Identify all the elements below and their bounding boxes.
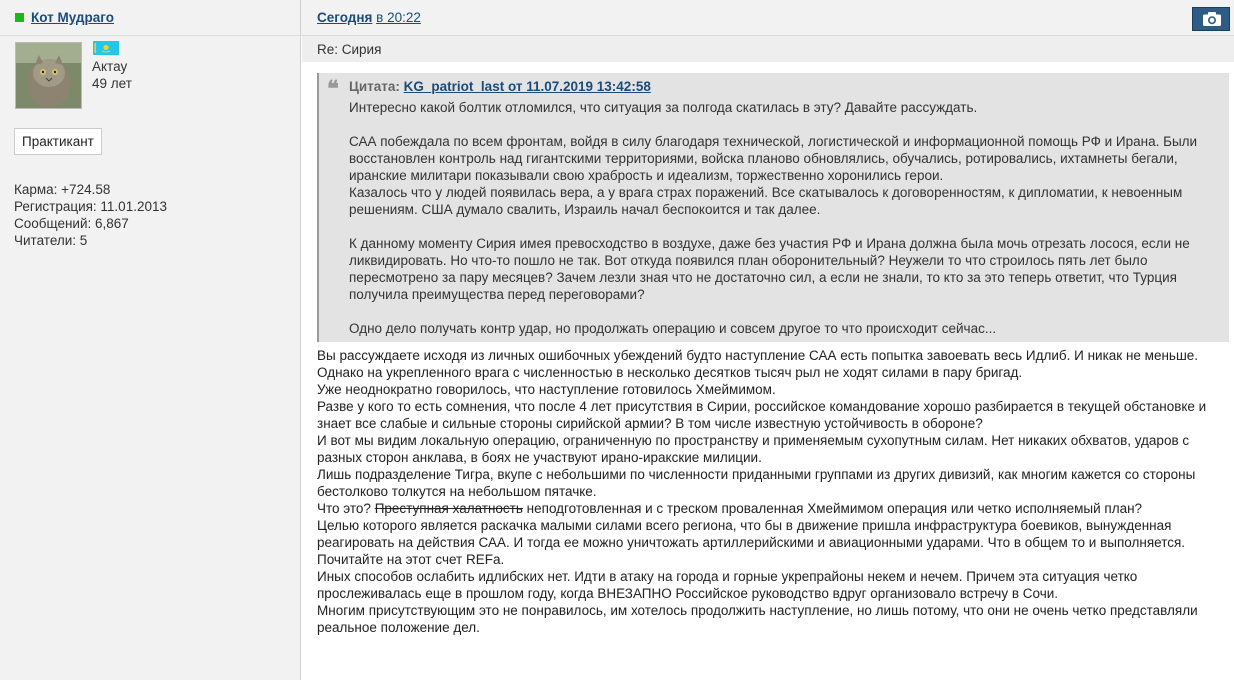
body-paragraph: Целью которого является раскачка малыми силами всего региона, что бы в движение пришла инфраструктура боевиков, вынужденная реагировать на действия САА. И тогда ее можно уничтожать артиллерийскими и авиационными ударами. Что в общем то и выполняется. xyxy=(317,518,1186,550)
post-datetime xyxy=(317,10,421,25)
struck-text: Преступная халатность xyxy=(374,501,523,516)
quote-author-link[interactable]: KG_patriot_last от 11.07.2019 13:42:58 xyxy=(403,79,651,94)
quote-paragraph: Казалось что у людей появилась вера, а у врага страх поражений. Все скатывалось к договоренностям, к дипломатии, к невоенным решениям. США думало свалить, Израиль начал беспокоится и так далее. xyxy=(349,185,1183,217)
body-paragraph: Лишь подразделение Тигра, вкупе с небольшими по численности приданными группами из других дивизий, как многим кажется со стороны бестолково толкутся на небольшом пятачке. xyxy=(317,467,1196,499)
quote-paragraph: САА побеждала по всем фронтам, войдя в силу благодаря технической, логистической и информационной помощь РФ и Ирана. Были восстановлен контроль над гигантскими территориями, войска планово обновлялись, обучались, ротировались, ихтамнеты бегали, иранские милитари показывали свою храбрость и идеализм, торжественно хоронились герои. xyxy=(349,134,1198,183)
body-question xyxy=(317,500,1229,517)
avatar[interactable] xyxy=(15,42,82,109)
body-paragraph: Уже неоднократно говорилось, что наступление готовилось Хмеймимом. xyxy=(317,382,776,397)
kazakhstan-flag-icon xyxy=(93,41,119,55)
author-sidebar xyxy=(0,36,301,680)
cat-avatar-image xyxy=(16,43,81,108)
body-paragraph: Вы рассуждаете исходя из личных ошибочных убеждений будто наступление САА есть попытка завоевать весь Идлиб. И никак не меньше. xyxy=(317,348,1199,363)
quote-text xyxy=(349,99,1229,337)
quote-mark-icon: ❝ xyxy=(327,76,339,102)
author-registration: Регистрация: 11.01.2013 xyxy=(14,199,167,214)
author-stats xyxy=(14,181,167,249)
author-rank-badge: Практикант xyxy=(14,128,102,155)
online-status-icon xyxy=(15,13,24,22)
author-karma: Карма: +724.58 xyxy=(14,182,111,197)
quote-header xyxy=(349,79,651,94)
author-message-count: Сообщений: 6,867 xyxy=(14,216,129,231)
camera-icon xyxy=(1202,11,1222,27)
post-time-link[interactable]: в 20:22 xyxy=(376,10,421,25)
quote-paragraph: К данному моменту Сирия имея превосходство в воздухе, даже без участия РФ и Ирана должна была мочь отрезать лосося, если не ликвидировать. Но что-то пошло не так. Вот откуда появился план оборонительный? Неужели то что строилось пять лет было пересмотрено за пару месяцев? Зачем лезли зная что не достаточно сил, а если не знали, то кто за это теперь ответит, что Турция получила преимущества перед переговорами? xyxy=(349,236,1190,302)
author-readers: Читатели: 5 xyxy=(14,233,88,248)
body-paragraph: И вот мы видим локальную операцию, ограниченную по пространству и применяемым сухопутным силам. Нет никаких обхватов, ударов с разных сторон анклава, в боях не участвуют ирано-иракские милиции. xyxy=(317,433,1190,465)
quote-paragraph: Одно дело получать контр удар, но продолжать операцию и совсем другое то что происходит сейчас... xyxy=(349,321,997,336)
author-city: Актау xyxy=(92,59,128,74)
body-paragraph: Однако на укрепленного врага с численностью в несколько десятков тысяч рыл не ходят силами в пару бригад. xyxy=(317,365,1023,380)
quote-label: Цитата: xyxy=(349,79,400,94)
post-subject-bar xyxy=(302,36,1234,62)
body-paragraph: Многим присутствующим это не понравилось, им хотелось продолжить наступление, но лишь потому, что они не очень четко представляли реальное положение дел. xyxy=(317,603,1198,635)
post-body xyxy=(317,347,1229,636)
post-header xyxy=(0,0,1234,36)
body-paragraph: Почитайте на этот счет REFa. xyxy=(317,552,505,567)
body-paragraph: Разве у кого то есть сомнения, что после 4 лет присутствия в Сирии, российское командование хорошо разбирается в текущей обстановке и знает все слабые и сильные стороны сирийской армии? В том числе известную устойчивость в обороне? xyxy=(317,399,1207,431)
quote-paragraph: Интересно какой болтик отломился, что ситуация за полгода скатилась в эту? Давайте рассуждать. xyxy=(349,100,978,115)
screenshot-button[interactable] xyxy=(1192,7,1230,31)
question-prefix: Что это? xyxy=(317,501,371,516)
author-username-link[interactable]: Кот Мудраго xyxy=(31,10,114,25)
body-paragraph: Иных способов ослабить идлибских нет. Идти в атаку на города и горные укрепрайоны некем и нечем. Причем эта ситуация четко прослеживалась еще в прошлом году, когда ВНЕЗАПНО Российское руководство вдруг организовало встречу в Сочи. xyxy=(317,569,1138,601)
question-rest: неподготовленная и с треском проваленная Хмеймимом операция или четко исполняемый план? xyxy=(526,501,1143,516)
author-age: 49 лет xyxy=(92,76,132,91)
post-date-link[interactable]: Сегодня xyxy=(317,10,373,25)
quote-block xyxy=(317,73,1229,342)
author-header xyxy=(0,0,301,35)
post-subject: Re: Сирия xyxy=(317,42,382,57)
